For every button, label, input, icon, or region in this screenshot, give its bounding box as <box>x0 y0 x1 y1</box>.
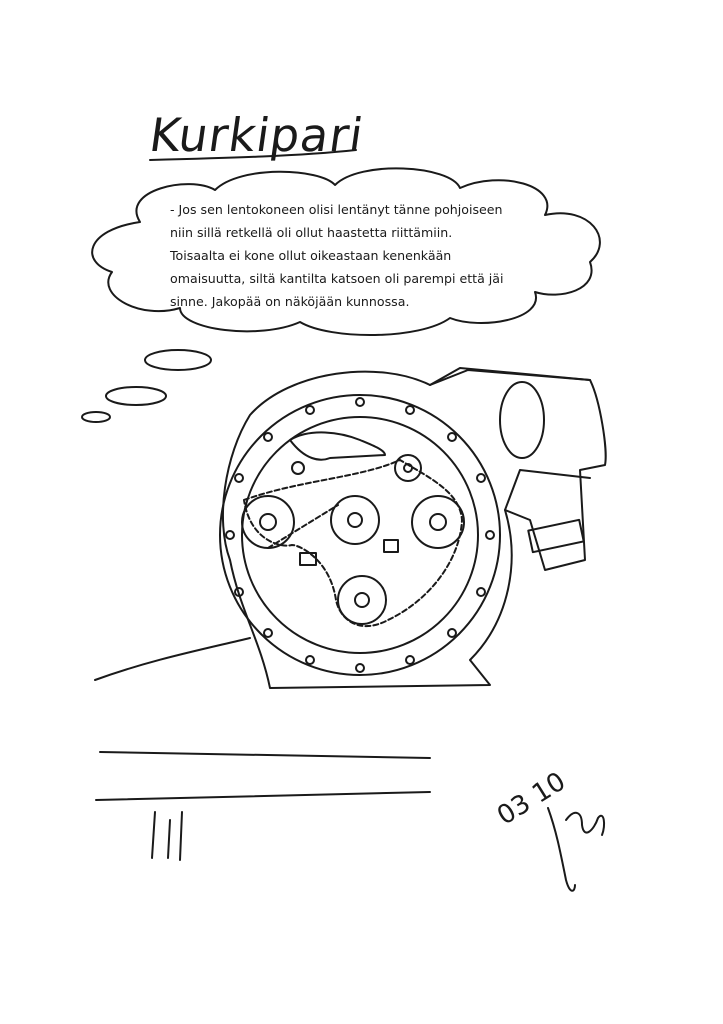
comic-title: Kurkipari <box>146 108 368 162</box>
speech-line: omaisuutta, siltä kantilta katsoen oli parempi että jäi <box>170 271 504 286</box>
speech-line: Toisaalta ei kone ollut oikeastaan kenenkään <box>170 248 452 263</box>
speech-line: - Jos sen lentokoneen olisi lentänyt tänne pohjoiseen <box>170 202 503 217</box>
speech-line: sinne. Jakopää on näköjään kunnossa. <box>170 294 410 309</box>
signature-date: 03 10 <box>492 766 572 832</box>
speech-line: niin sillä retkellä oli ollut haastetta riittämiin. <box>170 225 453 240</box>
